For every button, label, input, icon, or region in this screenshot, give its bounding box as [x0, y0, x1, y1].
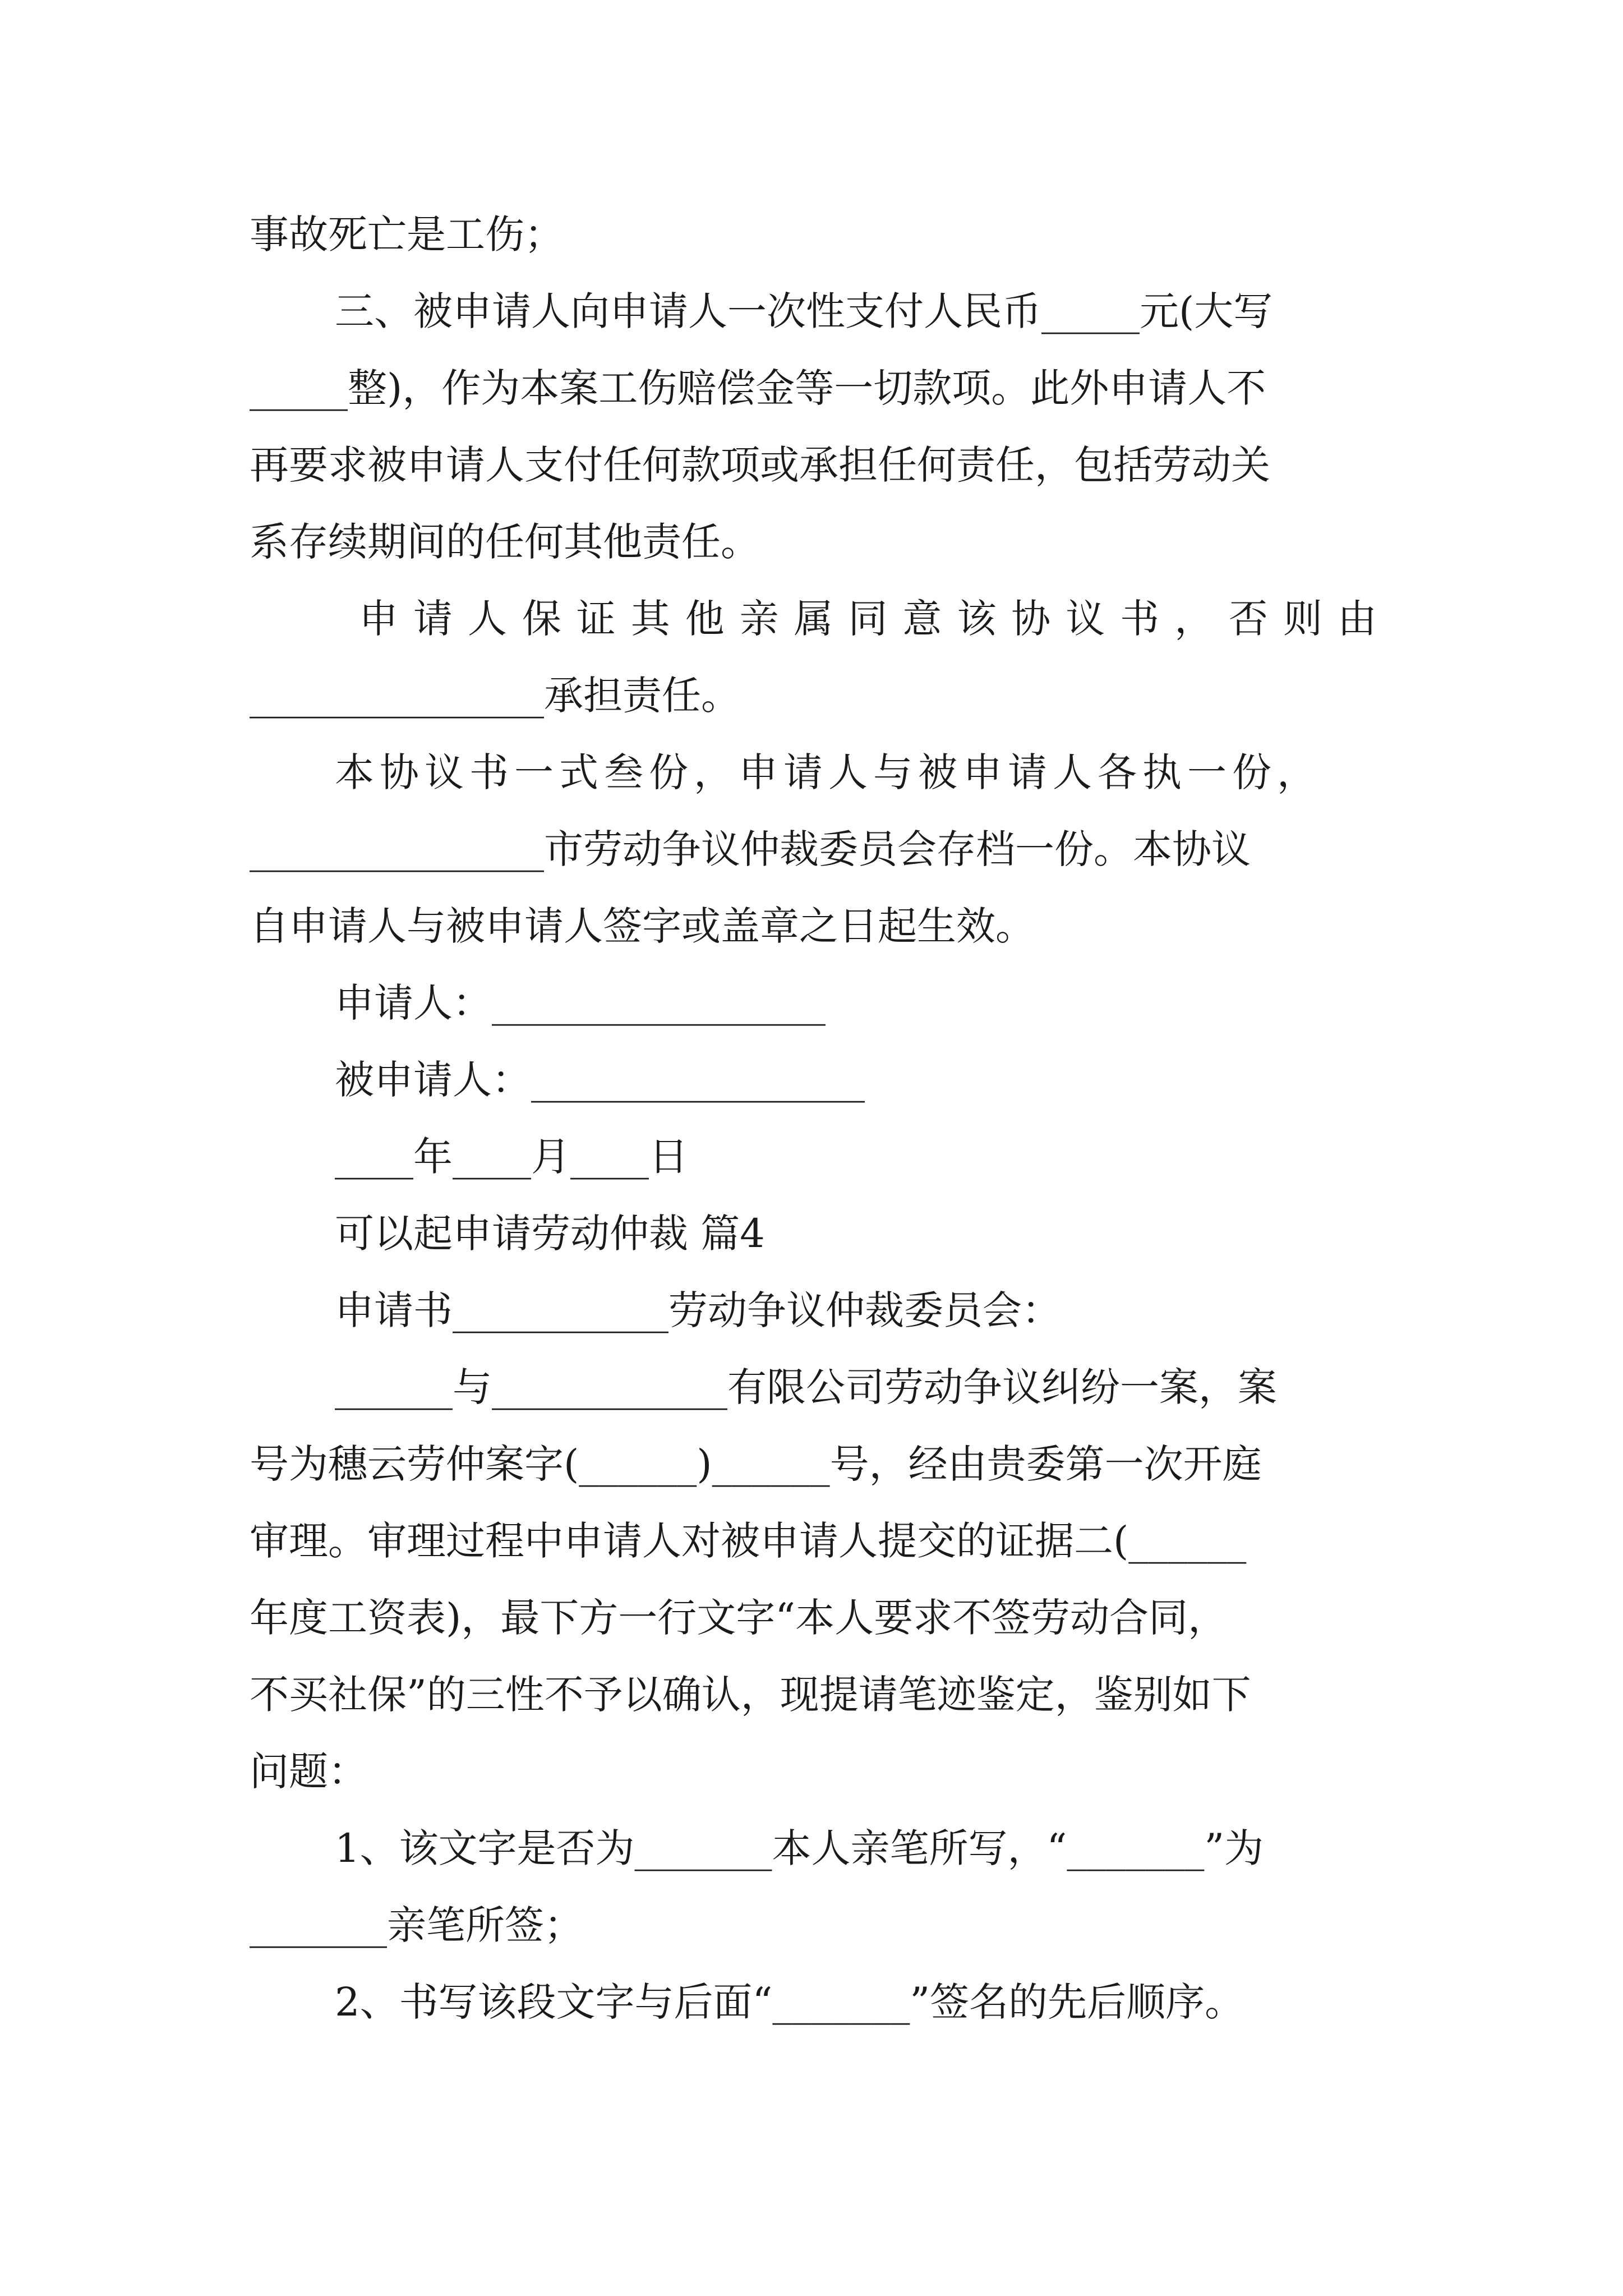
text-line: 号为穗云劳仲案字(______)______号，经由贵委第一次开庭: [250, 1441, 1262, 1487]
glyph: 议: [1066, 596, 1105, 642]
text-line: 自申请人与被申请人签字或盖章之日起生效。: [250, 903, 1035, 949]
glyph: 同: [848, 596, 888, 642]
text-line: 年度工资表)，最下方一行文字“本人要求不签劳动合同，: [250, 1595, 1228, 1641]
text-line: 事故死亡是工伤；: [250, 211, 564, 257]
text-line: 再要求被申请人支付任何款项或承担任何责任，包括劳动关: [250, 442, 1270, 488]
glyph: 由: [1337, 596, 1377, 642]
glyph: 人: [467, 596, 507, 642]
text-line: 1、该文字是否为_______本人亲笔所写，“_______”为: [335, 1825, 1264, 1871]
text-line: ____年____月____日: [335, 1134, 688, 1180]
text-line: 问题：: [250, 1749, 367, 1795]
glyph: 该: [957, 596, 997, 642]
glyph: 他: [685, 596, 725, 642]
glyph: 请: [413, 596, 453, 642]
text-line: 申请人：_________________: [335, 980, 826, 1026]
text-line: ______与____________有限公司劳动争议纠纷一案，案: [335, 1364, 1277, 1410]
glyph: 证: [576, 596, 616, 642]
text-line: 被申请人：_________________: [335, 1057, 865, 1103]
text-line: 系存续期间的任何其他责任。: [250, 519, 760, 565]
text-line: _______________承担责任。: [250, 673, 740, 719]
text-line: 审理。审理过程中申请人对被申请人提交的证据二(______: [250, 1518, 1247, 1564]
text-line: 不买社保”的三性不予以确认，现提请笔迹鉴定，鉴别如下: [250, 1672, 1251, 1718]
text-line: 本协议书一式叁份，申请人与被申请人各执一份，: [335, 749, 1322, 795]
text-line: 申请书___________劳动争议仲裁委员会：: [335, 1287, 1061, 1333]
glyph: ，: [1174, 596, 1214, 642]
section-heading: 可以起申请劳动仲裁 篇4: [335, 1211, 765, 1257]
glyph: 则: [1283, 596, 1322, 642]
glyph: 申: [359, 596, 398, 642]
glyph: 否: [1229, 596, 1268, 642]
glyph: 亲: [739, 596, 779, 642]
glyph: 意: [902, 596, 942, 642]
text-line: _______亲笔所签；: [250, 1902, 583, 1948]
text-line: _______________市劳动争议仲裁委员会存档一份。本协议: [250, 826, 1251, 872]
glyph: 保: [522, 596, 561, 642]
glyph: 书: [1120, 596, 1160, 642]
glyph: 协: [1011, 596, 1051, 642]
glyph: 属: [794, 596, 833, 642]
glyph: 其: [630, 596, 670, 642]
text-line: 三、被申请人向申请人一次性支付人民币_____元(大写: [335, 288, 1273, 334]
text-line: 2、书写该段文字与后面“_______”签名的先后顺序。: [335, 1979, 1244, 2025]
text-line: _____整)，作为本案工伤赔偿金等一切款项。此外申请人不: [250, 365, 1266, 411]
text-line-justified: [359, 591, 1377, 647]
